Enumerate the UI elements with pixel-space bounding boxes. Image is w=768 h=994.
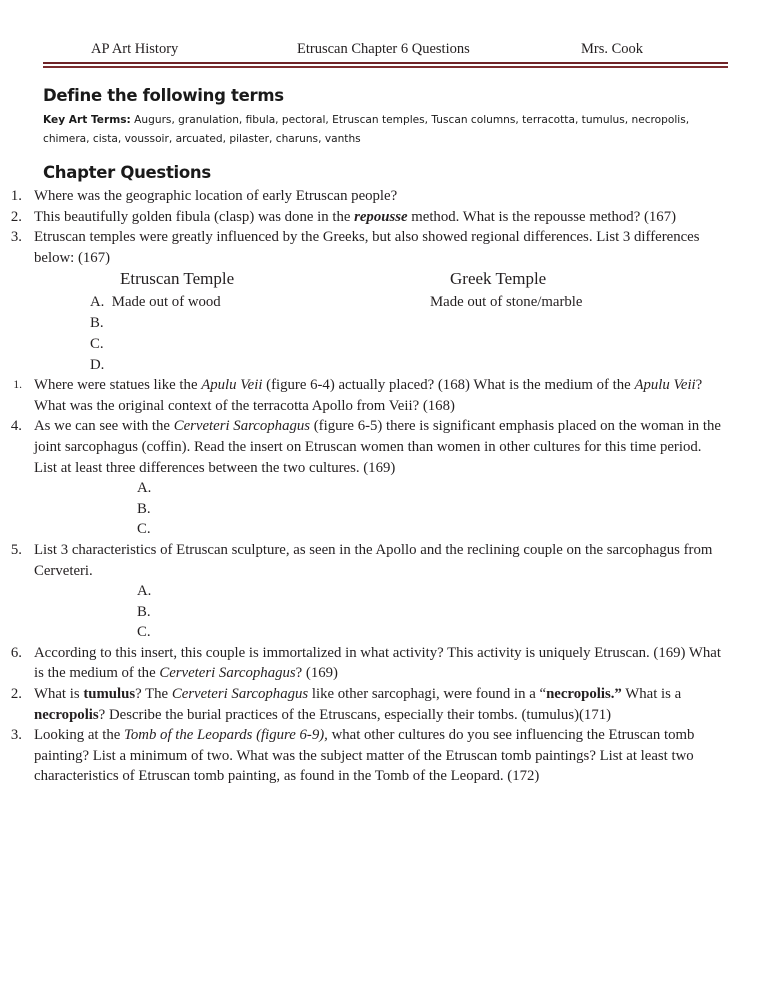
question-item [0,375,768,416]
artwork-title-cerveteri-sarcophagus: Cerveteri Sarcophagus [159,665,296,682]
header-divider-rule [43,62,728,68]
question-item [0,186,768,207]
sub-item-letter-b: B. [137,500,151,517]
sub-item-text: Made out of wood [111,294,221,311]
question-text-part: ? What was the original context of the terracotta Apollo from Veii? (168) [34,377,703,414]
artwork-title-apulu-veii: Apulu Veii [634,377,696,394]
question-item [0,227,768,268]
column-header-greek-temple: Greek Temple [450,269,547,289]
question-item [0,207,768,228]
sub-item-letter-c: C. [90,335,104,352]
question-text-part: Where were statues like the [34,377,202,394]
header-course-name: AP Art History [91,41,179,57]
question-number: 2. [10,686,22,703]
sub-item-letter-c: C. [137,624,151,641]
question-number: 3. [10,727,22,744]
question-text-part: (figure 6-5) there is significant emphasis placed on the woman in the joint sarcophagus (coffin). Read the insert on Etruscan women than women in other cultures for this time period. List at least three differences between the two cultures. (169) [34,418,721,476]
question-text-part: method. What is the repousse method? (167) [407,208,677,225]
temple-row-a-right: Made out of stone/marble [430,294,583,311]
question-text: Etruscan temples were greatly influenced by the Greeks, but also showed regional differences. List 3 differences below: (167) [34,229,700,266]
question-item [0,643,768,684]
question-number: 4. [10,418,22,435]
page-header [43,40,728,62]
temple-comparison-headers [0,268,768,292]
sub-item-letter-a: A. [137,480,152,497]
key-art-terms-list: Augurs, granulation, fibula, pectoral, Etruscan temples, Tuscan columns, terracotta, tumulus, necropolis, chimera, cista, voussoir, arcuated, pilaster, charuns, vanths [43,114,690,145]
question-text-part: What is a [621,686,682,703]
question-text [22,207,768,228]
section-heading-chapter-questions: Chapter Questions [43,163,211,182]
question-text [22,375,768,416]
question-text-part: This beautifully golden fibula (clasp) was done in the [34,208,355,225]
question-text: List 3 characteristics of Etruscan sculpture, as seen in the Apollo and the reclining couple on the sarcophagus from Cerveteri. [34,541,713,579]
question-text [22,643,768,684]
question-text-part: According to this insert, this couple is immortalized in what activity? This activity is uniquely Etruscan. (169) What is the medium of the [34,644,721,682]
artwork-title-tomb-of-the-leopards: Tomb of the Leopards (figure 6-9), [124,727,328,744]
chapter-questions-list [0,186,768,787]
question-text-part: like other sarcophagi, were found in a “ [308,686,547,703]
sub-item-letter-d: D. [90,356,105,373]
question-item [0,725,768,787]
question-text [22,684,768,725]
question-number: 2. [10,208,22,225]
question-number: 1. [10,188,22,204]
sub-item-letter-b: B. [90,315,104,332]
question-number: 5. [10,541,22,558]
question-item [0,540,768,581]
question-text-part: Looking at the [34,727,124,744]
temple-row-a-left [90,292,221,313]
question-text-part: What is [34,686,84,703]
sub-item-letter-c: C. [137,521,151,538]
header-rule-thick-line [43,66,728,69]
question-text-part: what other cultures do you see influencing the Etruscan tomb painting? List a minimum of two. What was the subject matter of the Etruscan tomb paintings? List at least two characteristics of Etruscan tomb painting, as found in the Tomb of the Leopard. (172) [34,727,695,785]
question-item [0,684,768,725]
term-necropolis: necropolis [34,706,99,723]
question-text-part: As we can see with the [34,418,174,435]
term-tumulus: tumulus [83,686,136,703]
question-text: Where was the geographic location of early Etruscan people? [34,188,398,204]
question-text-part: ? The [135,686,172,703]
question-text [22,725,768,787]
artwork-title-cerveteri-sarcophagus: Cerveteri Sarcophagus [171,686,309,703]
section-heading-define-terms: Define the following terms [43,86,284,105]
question-text-part: ? Describe the burial practices of the Etruscans, especially their tombs. (tumulus)(171) [98,706,612,723]
sub-item-letter-a: A. [137,583,152,600]
term-necropolis: necropolis.” [546,686,622,703]
question-emphasis-repousse: repousse [354,208,408,225]
artwork-title-cerveteri-sarcophagus: Cerveteri Sarcophagus [173,418,311,435]
key-art-terms-label: Key Art Terms: [43,114,131,126]
header-document-title: Etruscan Chapter 6 Questions [297,41,470,57]
key-art-terms-paragraph [43,111,725,149]
question-text-part: (figure 6-4) actually placed? (168) What is the medium of the [262,377,635,394]
question-text [22,416,768,478]
sub-item-letter: A. [90,294,105,311]
question-text-part: ? (169) [295,665,338,682]
column-header-etruscan-temple: Etruscan Temple [120,269,235,289]
sub-item-letter-b: B. [137,603,151,620]
question-item [0,416,768,478]
question-number: 3. [10,229,22,246]
question-number: 1. [13,379,22,392]
header-rule-thin-line [43,62,728,64]
artwork-title-apulu-veii: Apulu Veii [201,377,263,394]
question-number: 6. [10,644,22,661]
temple-comparison-row [0,292,768,313]
header-teacher-name: Mrs. Cook [580,41,644,57]
